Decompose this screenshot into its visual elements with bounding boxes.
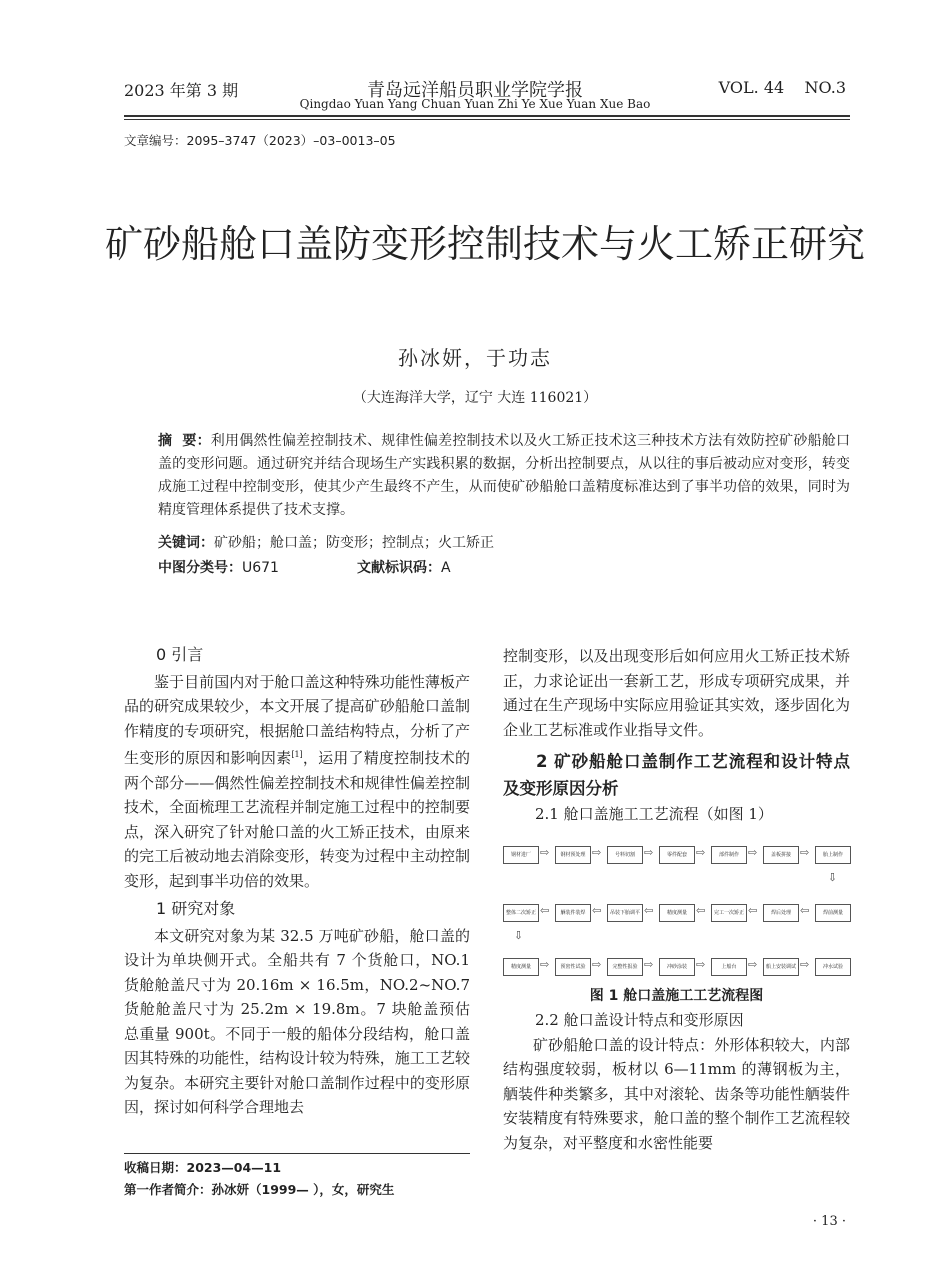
figure-caption: 图 1 舱口盖施工工艺流程图 <box>589 988 764 1004</box>
classification <box>158 557 451 577</box>
arrow-right-icon: ⇨ <box>540 958 550 971</box>
flow-box: 钢材进厂 <box>503 846 539 864</box>
arrow-left-icon: ⇦ <box>644 904 654 917</box>
flow-box: 整体二次矫正 <box>503 904 539 922</box>
arrow-right-icon: ⇨ <box>696 958 706 971</box>
clc-label: 中图分类号： <box>158 560 242 576</box>
keywords-label: 关键词： <box>158 535 214 551</box>
flow-box: 吊装下胎调平 <box>607 904 643 922</box>
arrow-down-icon: ⇩ <box>514 929 524 942</box>
section-2-1-title: 2.1 舱口盖施工工艺流程（如图 1） <box>535 805 773 823</box>
received-date: 收稿日期：2023—04—11 <box>124 1160 282 1175</box>
arrow-left-icon: ⇦ <box>696 904 706 917</box>
section-0-text-cont: ，运用了精度控制技术的两个部分——偶然性偏差控制技术和规律性偏差控制技术，全面梳理工艺流程并制定施工过程中的控制要点，深入研究了针对舱口盖的火工矫正技术，由原来的完工后被动地去消除变形，转变为过程中主动控制变形，起到事半功倍的效果。 <box>124 749 470 890</box>
arrow-right-icon: ⇨ <box>644 958 654 971</box>
flow-box: 盖板拼接 <box>763 846 799 864</box>
affiliation: （大连海洋大学，辽宁 大连 116021） <box>352 390 598 406</box>
flow-box: 上船台 <box>711 958 747 976</box>
left-column <box>124 643 470 1120</box>
flow-box: 精度测量 <box>503 958 539 976</box>
arrow-left-icon: ⇦ <box>540 904 550 917</box>
arrow-right-icon: ⇨ <box>644 846 654 859</box>
flow-box: 完工一次矫正 <box>711 904 747 922</box>
arrow-down-icon: ⇩ <box>828 871 838 884</box>
citation-ref: [1] <box>291 750 303 759</box>
flow-box: 冲水试验 <box>815 958 851 976</box>
issue-label: 2023 年第 3 期 <box>124 81 239 100</box>
section-0-text: 鉴于目前国内对于舱口盖这种特殊功能性薄板产品的研究成果较少，本文开展了提高矿砂船舱口盖制作精度的专项研究，根据舱口盖结构特点，分析了产生变形的原因和影响因素 <box>124 672 470 767</box>
right-column-lower <box>503 1008 850 1155</box>
flow-box: 舾装件装焊 <box>555 904 591 922</box>
section-0-title: 0 引言 <box>156 645 204 664</box>
arrow-right-icon: ⇨ <box>540 846 550 859</box>
doc-code-value: A <box>440 560 451 576</box>
right-column <box>503 644 850 827</box>
keywords <box>158 532 494 552</box>
header-rule-thin <box>124 119 850 120</box>
arrow-right-icon: ⇨ <box>748 958 758 971</box>
volume-label: VOL. 44 NO.3 <box>718 78 846 97</box>
arrow-right-icon: ⇨ <box>592 846 602 859</box>
flow-box: 焊前测量 <box>815 904 851 922</box>
arrow-right-icon: ⇨ <box>592 958 602 971</box>
arrow-left-icon: ⇦ <box>800 904 810 917</box>
keywords-text: 矿砂船；舱口盖；防变形；控制点；火工矫正 <box>214 535 494 551</box>
flow-box: 焊后处理 <box>763 904 799 922</box>
flow-box: 胎上制作 <box>815 846 851 864</box>
arrow-left-icon: ⇦ <box>592 904 602 917</box>
journal-name: 青岛远洋船员职业学院学报 <box>367 80 583 101</box>
abstract-text: 利用偶然性偏差控制技术、规律性偏差控制技术以及火工矫正技术这三种技术方法有效防控矿砂船舱口盖的变形问题。通过研究并结合现场生产实践积累的数据，分析出控制要点，从以往的事后被动应对变形，转变成施工过程中控制变形，使其少产生最终不产生，从而使矿砂船舱口盖精度标准达到了事半功倍的效果，同时为精度管理体系提供了技术支撑。 <box>158 433 850 518</box>
flow-box: 冲砂涂装 <box>659 958 695 976</box>
flow-box: 精度测量 <box>659 904 695 922</box>
flow-box: 号料切割 <box>607 846 643 864</box>
footnote-rule <box>124 1153 470 1154</box>
section-0-paragraph <box>124 670 470 894</box>
article-number: 文章编号：2095–3747（2023）–03–0013–05 <box>124 133 396 148</box>
flow-box: 预密性试验 <box>555 958 591 976</box>
section-1-paragraph: 本文研究对象为某 32.5 万吨矿砂船，舱口盖的设计为单块侧开式。全船共有 7 个货舱口，NO.1 货舱舱盖尺寸为 20.16m × 16.5m，NO.2~NO.7 货舱舱盖尺寸为 25.2m × 19.8m。7 块舱盖预估总重量 900t。不同于一般的船体分段结构，舱口盖因其特殊的功能性，结构设计较为特殊，施工工艺较为复杂。本研究主要针对舱口盖制作过程中的变形原因，探讨如何科学合理地去 <box>124 926 470 1116</box>
flow-box: 船上安装调试 <box>763 958 799 976</box>
section-2-2-paragraph: 矿砂船舱口盖的设计特点：外形体积较大，内部结构强度较弱，板材以 6—11mm 的薄钢板为主，舾装件种类繁多，其中对滚轮、齿条等功能性舾装件安装精度有特殊要求，舱口盖的整个制作工艺流程较为复杂，对平整度和水密性能要 <box>503 1035 850 1152</box>
flow-box: 钢材预处理 <box>555 846 591 864</box>
abstract-label: 摘 要： <box>158 433 211 449</box>
flow-box: 零件配套 <box>659 846 695 864</box>
continued-paragraph: 控制变形，以及出现变形后如何应用火工矫正技术矫正，力求论证出一套新工艺，形成专项研究成果，并通过在生产现场中实际应用验证其实效，逐步固化为企业工艺标准或作业指导文件。 <box>503 647 850 739</box>
section-2-title: 2 矿砂船舱口盖制作工艺流程和设计特点及变形原因分析 <box>503 752 850 798</box>
section-1-title: 1 研究对象 <box>156 899 236 918</box>
arrow-right-icon: ⇨ <box>748 846 758 859</box>
arrow-right-icon: ⇨ <box>696 846 706 859</box>
article-title: 矿砂船舱口盖防变形控制技术与火工矫正研究 <box>104 222 865 266</box>
flow-box: 部件制作 <box>711 846 747 864</box>
journal-pinyin: Qingdao Yuan Yang Chuan Yuan Zhi Ye Xue Yuan Xue Bao <box>299 97 651 111</box>
arrow-right-icon: ⇨ <box>800 958 810 971</box>
flow-box: 完整性报验 <box>607 958 643 976</box>
clc-value: U671 <box>242 560 279 576</box>
abstract <box>158 430 850 522</box>
page-number: · 13 · <box>812 1214 846 1229</box>
author-intro: 第一作者简介：孙冰妍（1999— ），女，研究生 <box>124 1182 395 1197</box>
section-2-2-title: 2.2 舱口盖设计特点和变形原因 <box>535 1011 744 1029</box>
arrow-right-icon: ⇨ <box>800 846 810 859</box>
arrow-left-icon: ⇦ <box>748 904 758 917</box>
doc-code-label: 文献标识码： <box>356 560 441 576</box>
authors: 孙冰妍，于功志 <box>398 346 552 370</box>
header-rule <box>124 115 850 117</box>
process-flowchart <box>503 842 853 982</box>
